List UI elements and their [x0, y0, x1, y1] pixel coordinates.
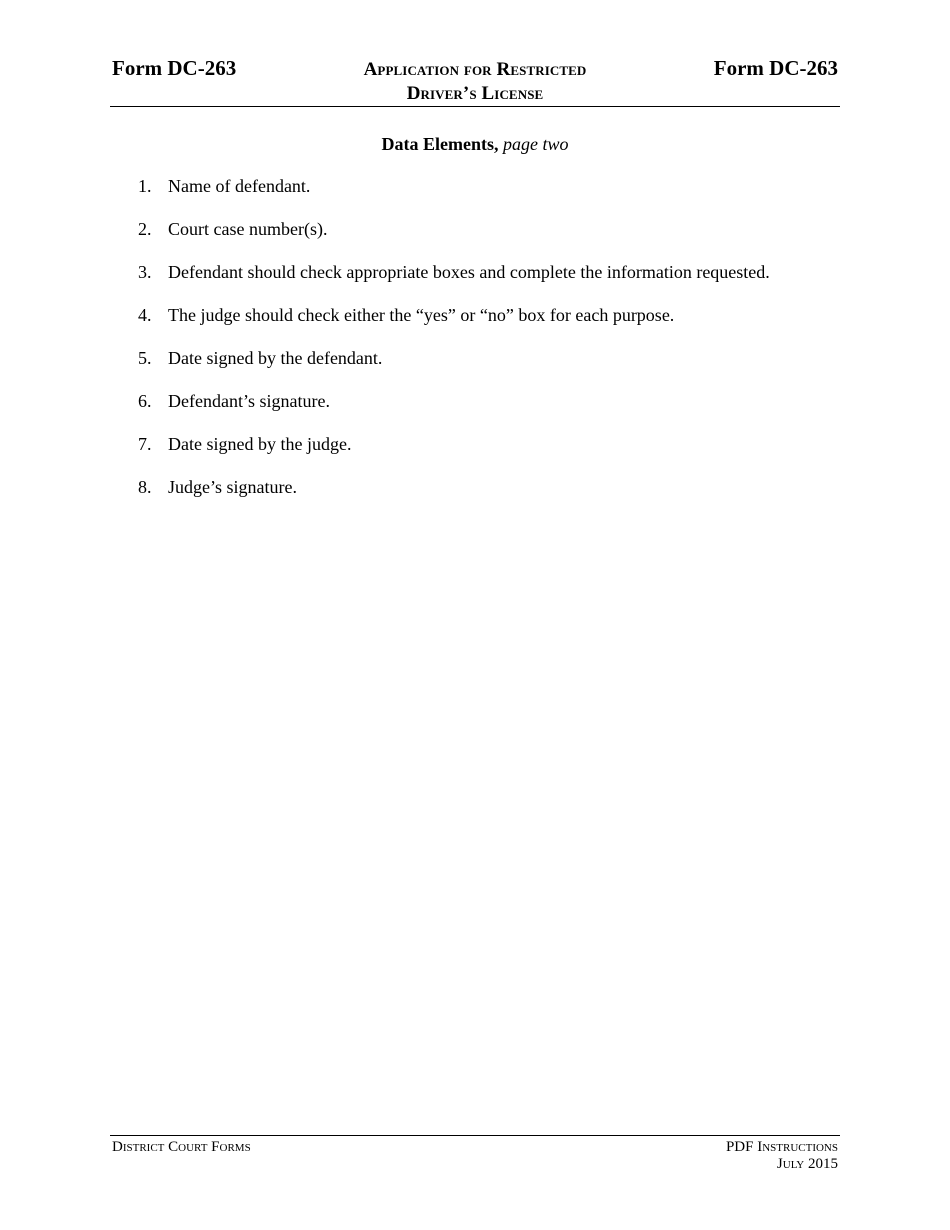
- item-text: Court case number(s).: [168, 219, 328, 239]
- section-heading-italic: page two: [502, 134, 569, 154]
- item-number: 4.: [138, 305, 152, 325]
- item-number: 5.: [138, 348, 152, 368]
- title-line-1: Application for Restricted: [363, 59, 587, 80]
- item-text: Defendant should check appropriate boxes and complete the information requested.: [168, 262, 770, 282]
- list-item: [138, 261, 770, 304]
- list-item: [138, 218, 770, 261]
- page-header: [110, 56, 840, 107]
- item-number: 6.: [138, 391, 152, 411]
- list-item: [138, 476, 770, 519]
- list-item: [138, 390, 770, 433]
- title-line-2: Driver’s License: [406, 83, 544, 104]
- list-item: [138, 304, 770, 347]
- form-number-right: Form DC-263: [713, 56, 838, 80]
- item-text: Date signed by the defendant.: [168, 348, 383, 368]
- footer-right-line-2: July 2015: [776, 1156, 838, 1172]
- item-number: 3.: [138, 262, 152, 282]
- page-footer: [110, 1135, 840, 1172]
- form-number-left: Form DC-263: [112, 56, 237, 80]
- list-item: [138, 433, 770, 476]
- list-item: [138, 175, 770, 218]
- item-number: 8.: [138, 477, 152, 497]
- section-heading: [0, 133, 950, 155]
- list-item: [138, 347, 770, 390]
- footer-left-text: District Court Forms: [112, 1139, 251, 1155]
- item-text: Date signed by the judge.: [168, 434, 352, 454]
- data-elements-list: [138, 175, 770, 519]
- item-text: Judge’s signature.: [168, 477, 297, 497]
- item-number: 7.: [138, 434, 152, 454]
- item-text: Defendant’s signature.: [168, 391, 330, 411]
- item-text: The judge should check either the “yes” or “no” box for each purpose.: [168, 305, 675, 325]
- section-heading-bold: Data Elements,: [381, 134, 499, 154]
- footer-right-line-1: PDF Instructions: [725, 1139, 838, 1155]
- footer-right-block: [726, 1139, 838, 1173]
- item-number: 1.: [138, 176, 152, 196]
- item-number: 2.: [138, 219, 152, 239]
- item-text: Name of defendant.: [168, 176, 311, 196]
